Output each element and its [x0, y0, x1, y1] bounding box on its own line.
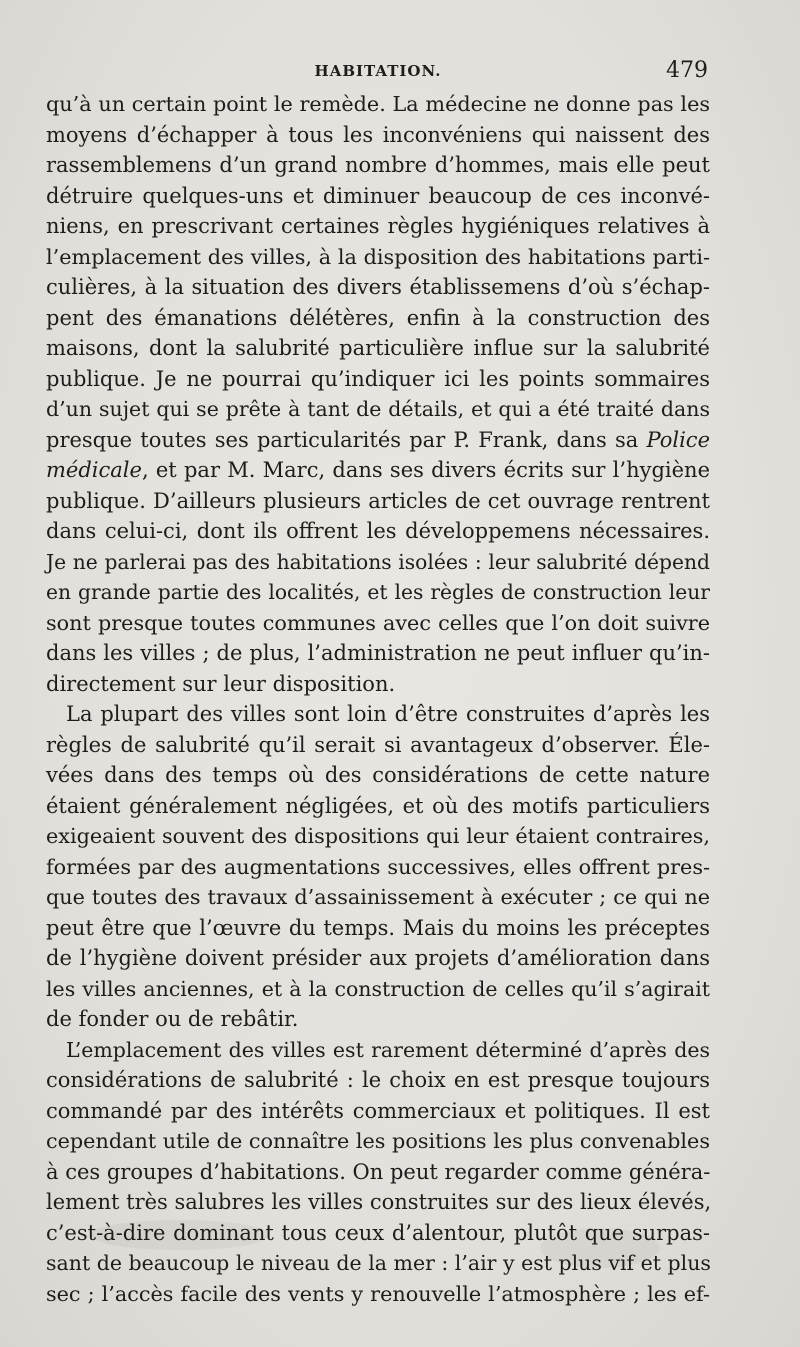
text-line: sant de beaucoup le niveau de la mer : l’air y est plus vif et plus [46, 1251, 711, 1275]
text-line-paragraph-end: directement sur leur disposition. [46, 671, 396, 696]
text-line: presque toutes ses particularités par P. Frank, dans sa Police [46, 427, 710, 452]
page-header [46, 58, 710, 86]
text-line: sont presque toutes communes avec celles que l’on doit suivre [46, 610, 710, 635]
text-line: commandé par des intérêts commerciaux et politiques. Il est [46, 1098, 710, 1123]
text-line: à ces groupes d’habitations. On peut regarder comme généra- [46, 1159, 711, 1184]
text-line: l’emplacement des villes, à la disposition des habitations parti- [46, 244, 710, 269]
text-line-paragraph-end: de fonder ou de rebâtir. [46, 1007, 299, 1031]
text-line: que toutes des travaux d’assainissement à exécuter ; ce qui ne [46, 885, 710, 909]
text-line: exigeaient souvent des dispositions qui leur étaient contraires, [46, 824, 710, 848]
text-line: dans celui-ci, dont ils offrent les développemens nécessaires. [46, 519, 710, 543]
text-line: formées par des augmentations successives, elles offrent pres- [46, 854, 710, 879]
text-line: niens, en prescrivant certaines règles hygiéniques relatives à [46, 214, 710, 238]
text-line: vées dans des temps où des considérations de cette nature [46, 763, 710, 787]
text-line-paragraph-start: La plupart des villes sont loin d’être construites d’après les [66, 702, 710, 726]
text-line: considérations de salubrité : le choix en est presque toujours [46, 1068, 710, 1092]
text-line: lement très salubres les villes construites sur des lieux élevés, [46, 1190, 712, 1214]
text-line: dans les villes ; de plus, l’administration ne peut influer qu’in- [46, 641, 710, 665]
text-line: règles de salubrité qu’il serait si avantageux d’observer. Éle- [46, 732, 710, 757]
text-line: Je ne parlerai pas des habitations isolées : leur salubrité dépend [46, 549, 710, 574]
text-line: cependant utile de connaître les positions les plus convenables [46, 1129, 710, 1153]
text-line: publique. D’ailleurs plusieurs articles de cet ouvrage rentrent [46, 488, 710, 513]
text-line: de l’hygiène doivent présider aux projets d’amélioration dans [46, 946, 710, 970]
text-line: publique. Je ne pourrai qu’indiquer ici les points sommaires [46, 366, 710, 391]
text-line: culières, à la situation des divers établissemens d’où s’échap- [46, 275, 710, 299]
text-line: c’est-à-dire dominant tous ceux d’alentour, plutôt que surpas- [46, 1220, 710, 1245]
italic-title: Police [646, 427, 710, 452]
text-line: étaient généralement négligées, et où des motifs particuliers [46, 793, 710, 818]
text-line: peut être que l’œuvre du temps. Mais du moins les préceptes [46, 915, 710, 940]
body-text [46, 89, 710, 1309]
italic-title: médicale [46, 458, 142, 482]
text-line: pent des émanations délétères, enfin à la construction des [46, 305, 710, 330]
text-line: médicale, et par M. Marc, dans ses divers écrits sur l’hygiène [46, 458, 710, 482]
text-line: qu’à un certain point le remède. La médecine ne donne pas les [46, 92, 710, 116]
text-line: rassemblemens d’un grand nombre d’hommes, mais elle peut [46, 153, 710, 177]
text-line: d’un sujet qui se prête à tant de détails, et qui a été traité dans [46, 397, 710, 421]
page-number: 479 [666, 58, 708, 83]
text-line: détruire quelques-uns et diminuer beaucoup de ces inconvé- [46, 183, 710, 208]
text-line: maisons, dont la salubrité particulière influe sur la salubrité [46, 336, 710, 360]
text-line: moyens d’échapper à tous les inconvéniens qui naissent des [46, 122, 710, 147]
text-line: sec ; l’accès facile des vents y renouvelle l’atmosphère ; les ef- [46, 1281, 710, 1306]
text-line-paragraph-start: L’emplacement des villes est rarement déterminé d’après des [66, 1037, 710, 1062]
text-line: les villes anciennes, et à la construction de celles qu’il s’agirait [46, 976, 710, 1001]
running-head: HABITATION. [314, 62, 442, 80]
text-line: en grande partie des localités, et les règles de construction leur [46, 580, 710, 604]
